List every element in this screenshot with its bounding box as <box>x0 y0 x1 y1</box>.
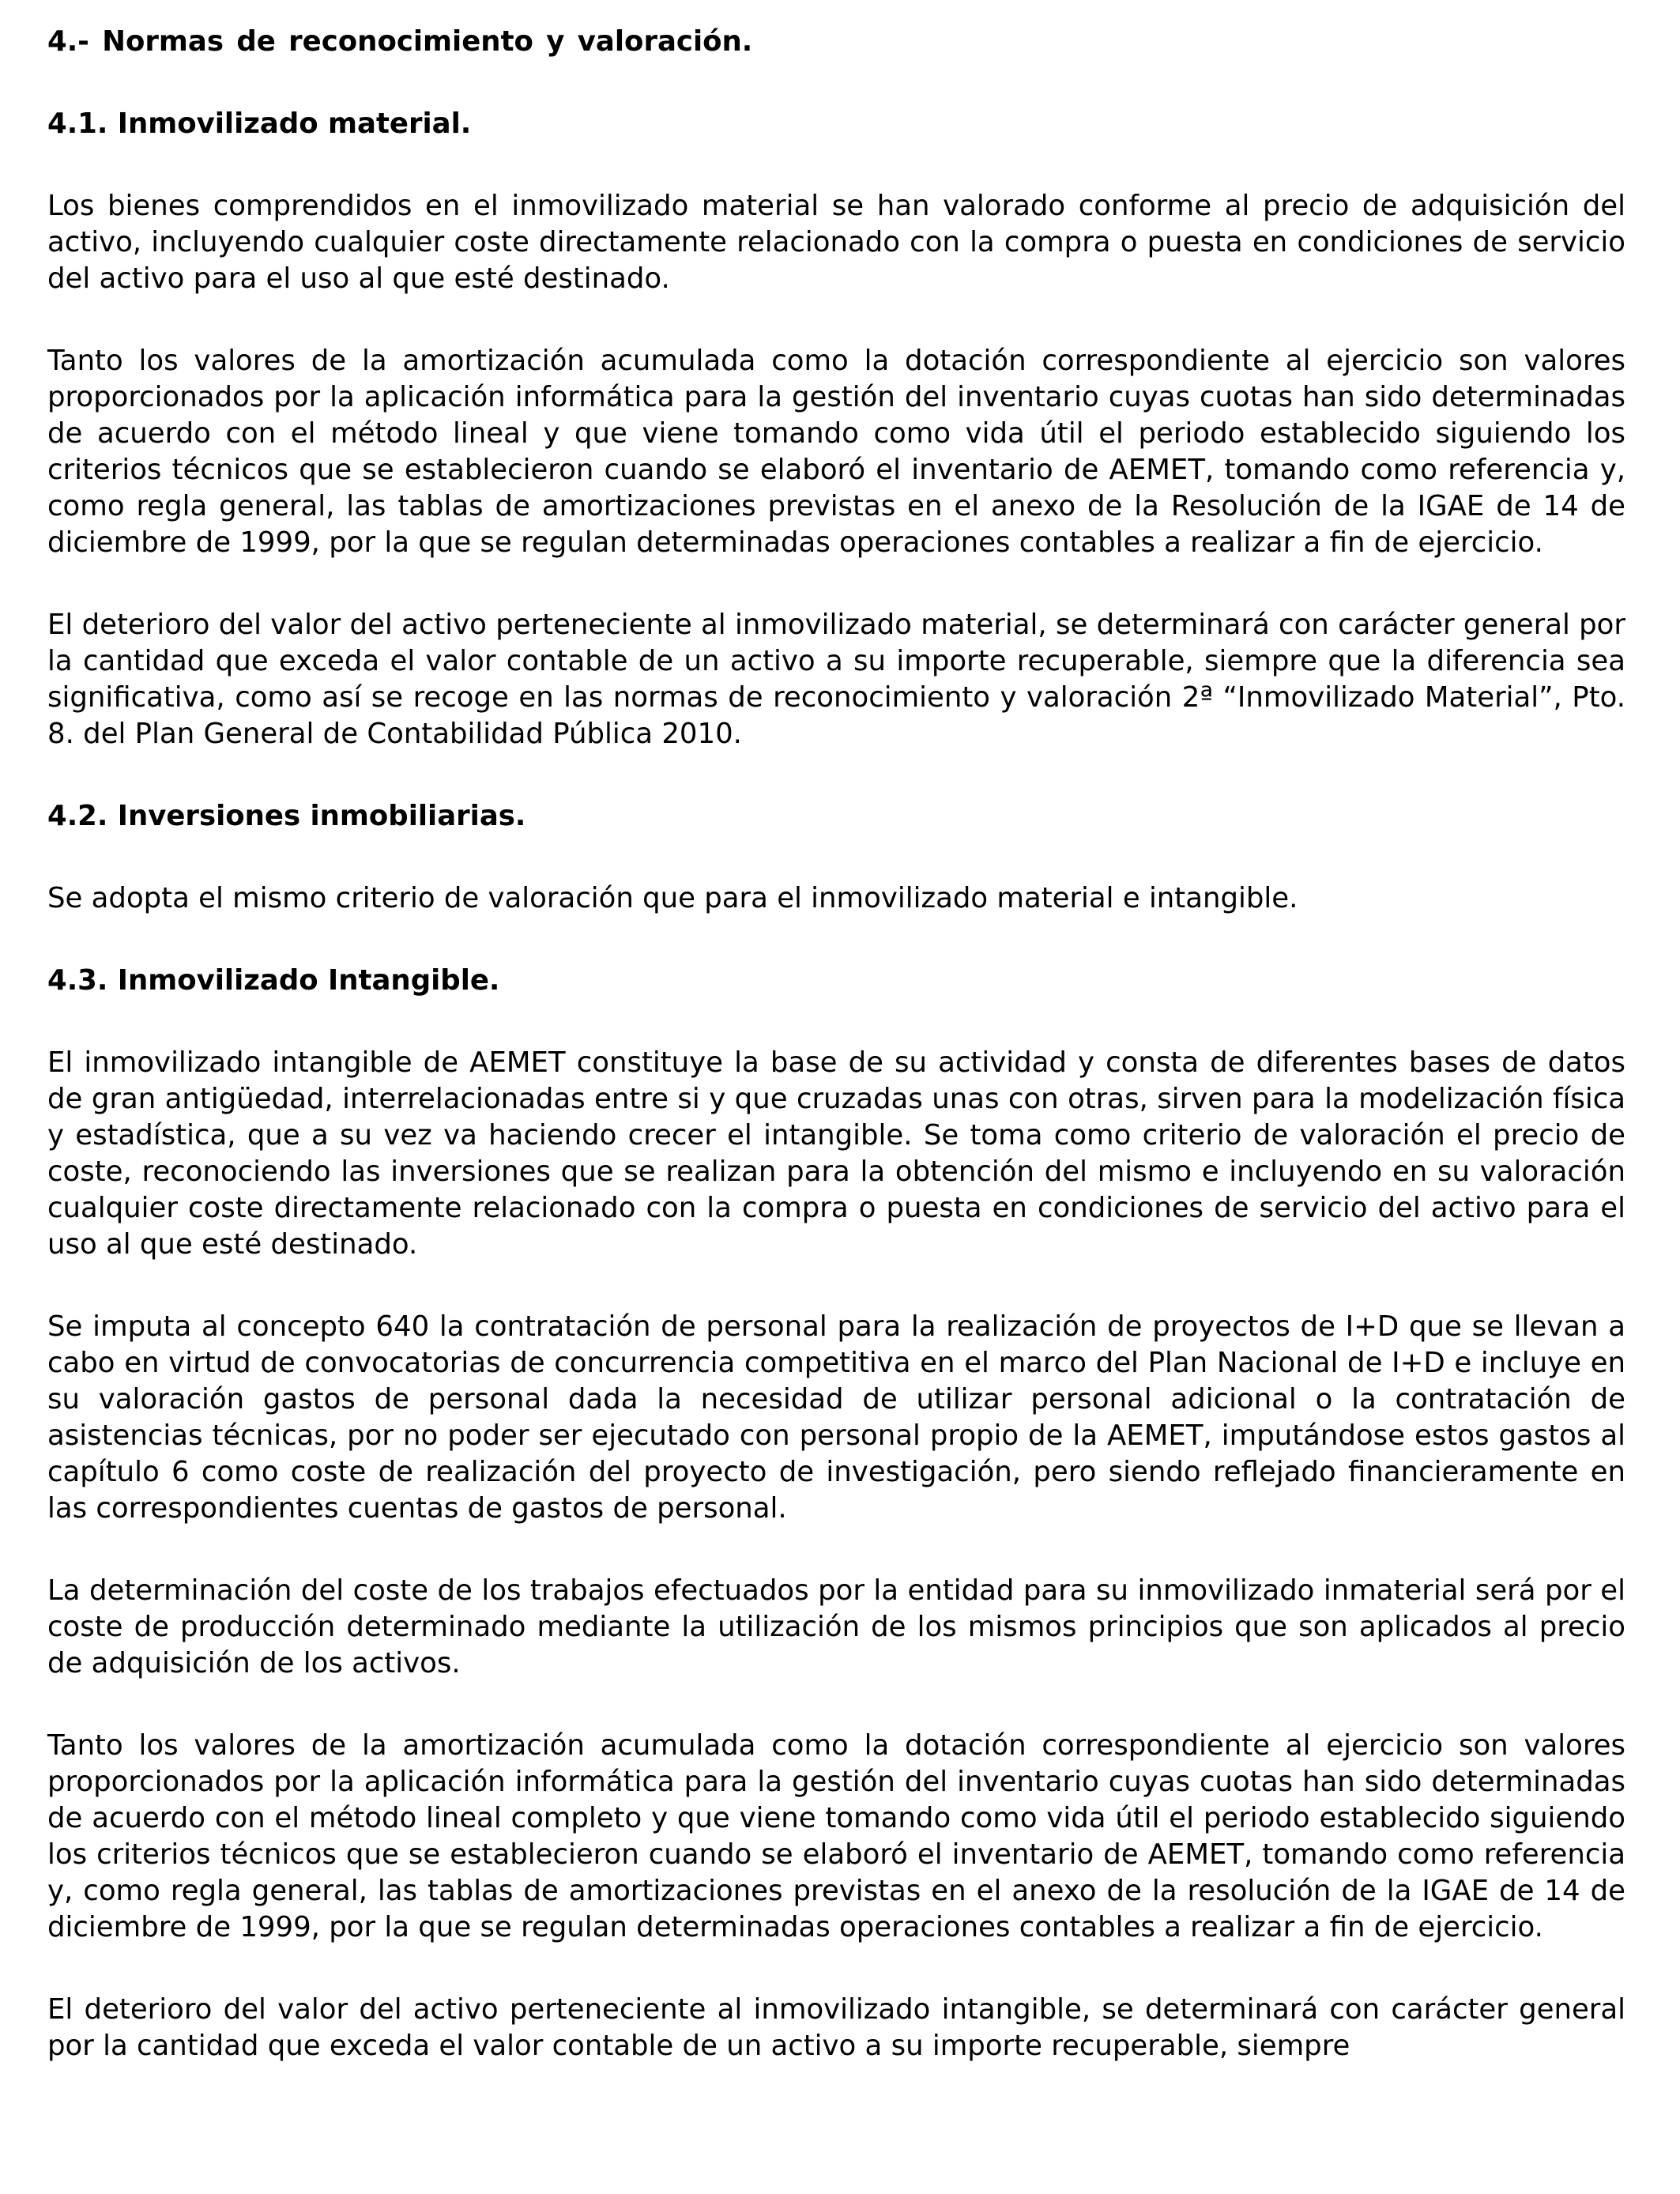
paragraph: El deterioro del valor del activo perteneciente al inmovilizado intangible, se determinará con carácter general por la cantidad que exceda el valor contable de un activo a su importe recuperable, siempre <box>47 1993 1625 2062</box>
paragraph: Tanto los valores de la amortización acumulada como la dotación correspondiente al ejercicio son valores proporcionados por la aplicación informática para la gestión del inventario cuyas cuotas han sido determinadas de acuerdo con el método lineal completo y que viene tomando como vida útil el periodo establecido siguiendo los criterios técnicos que se establecieron cuando se elaboró el inventario de AEMET, tomando como referencia y, como regla general, las tablas de amortizaciones previstas en el anexo de la resolución de la IGAE de 14 de diciembre de 1999, por la que se regulan determinadas operaciones contables a realizar a fin de ejercicio. <box>47 1729 1625 1943</box>
paragraph: La determinación del coste de los trabajos efectuados por la entidad para su inmovilizado inmaterial será por el coste de producción determinado mediante la utilización de los mismos principios que son aplicados al precio de adquisición de los activos. <box>47 1574 1625 1679</box>
section-title: 4.- Normas de reconocimiento y valoración. <box>47 25 753 58</box>
subsection-heading-inmovilizado-material: 4.1. Inmovilizado material. <box>47 107 472 140</box>
subsection-heading-inversiones-inmobiliarias: 4.2. Inversiones inmobiliarias. <box>47 800 526 832</box>
paragraph: Los bienes comprendidos en el inmovilizado material se han valorado conforme al precio de adquisición del activo, incluyendo cualquier coste directamente relacionado con la compra o puesta en condiciones de servicio del activo para el uso al que esté destinado. <box>47 190 1625 295</box>
paragraph: Se imputa al concepto 640 la contratación de personal para la realización de proyectos de I+D que se llevan a cabo en virtud de convocatorias de concurrencia competitiva en el marco del Plan Nacional de I+D e incluye en su valoración gastos de personal dada la necesidad de utilizar personal adicional o la contratación de asistencias técnicas, por no poder ser ejecutado con personal propio de la AEMET, imputándose estos gastos al capítulo 6 como coste de realización del proyecto de investigación, pero siendo reflejado financieramente en las correspondientes cuentas de gastos de personal. <box>47 1310 1625 1525</box>
subsection-heading-inmovilizado-intangible: 4.3. Inmovilizado Intangible. <box>47 964 500 997</box>
paragraph: El inmovilizado intangible de AEMET constituye la base de su actividad y consta de diferentes bases de datos de gran antigüedad, interrelacionadas entre si y que cruzadas unas con otras, sirven para la modelización física y estadística, que a su vez va haciendo crecer el intangible. Se toma como criterio de valoración el precio de coste, reconociendo las inversiones que se realizan para la obtención del mismo e incluyendo en su valoración cualquier coste directamente relacionado con la compra o puesta en condiciones de servicio del activo para el uso al que esté destinado. <box>47 1046 1625 1261</box>
paragraph: Tanto los valores de la amortización acumulada como la dotación correspondiente al ejercicio son valores proporcionados por la aplicación informática para la gestión del inventario cuyas cuotas han sido determinadas de acuerdo con el método lineal y que viene tomando como vida útil el periodo establecido siguiendo los criterios técnicos que se establecieron cuando se elaboró el inventario de AEMET, tomando como referencia y, como regla general, las tablas de amortizaciones previstas en el anexo de la Resolución de la IGAE de 14 de diciembre de 1999, por la que se regulan determinadas operaciones contables a realizar a fin de ejercicio. <box>47 345 1625 559</box>
document-page <box>47 24 1625 2064</box>
paragraph: El deterioro del valor del activo perteneciente al inmovilizado material, se determinará con carácter general por la cantidad que exceda el valor contable de un activo a su importe recuperable, siempre que la diferencia sea significativa, como así se recoge en las normas de reconocimiento y valoración 2ª “Inmovilizado Material”, Pto. 8. del Plan General de Contabilidad Pública 2010. <box>47 609 1625 750</box>
paragraph: Se adopta el mismo criterio de valoración que para el inmovilizado material e intangible. <box>47 882 1298 914</box>
